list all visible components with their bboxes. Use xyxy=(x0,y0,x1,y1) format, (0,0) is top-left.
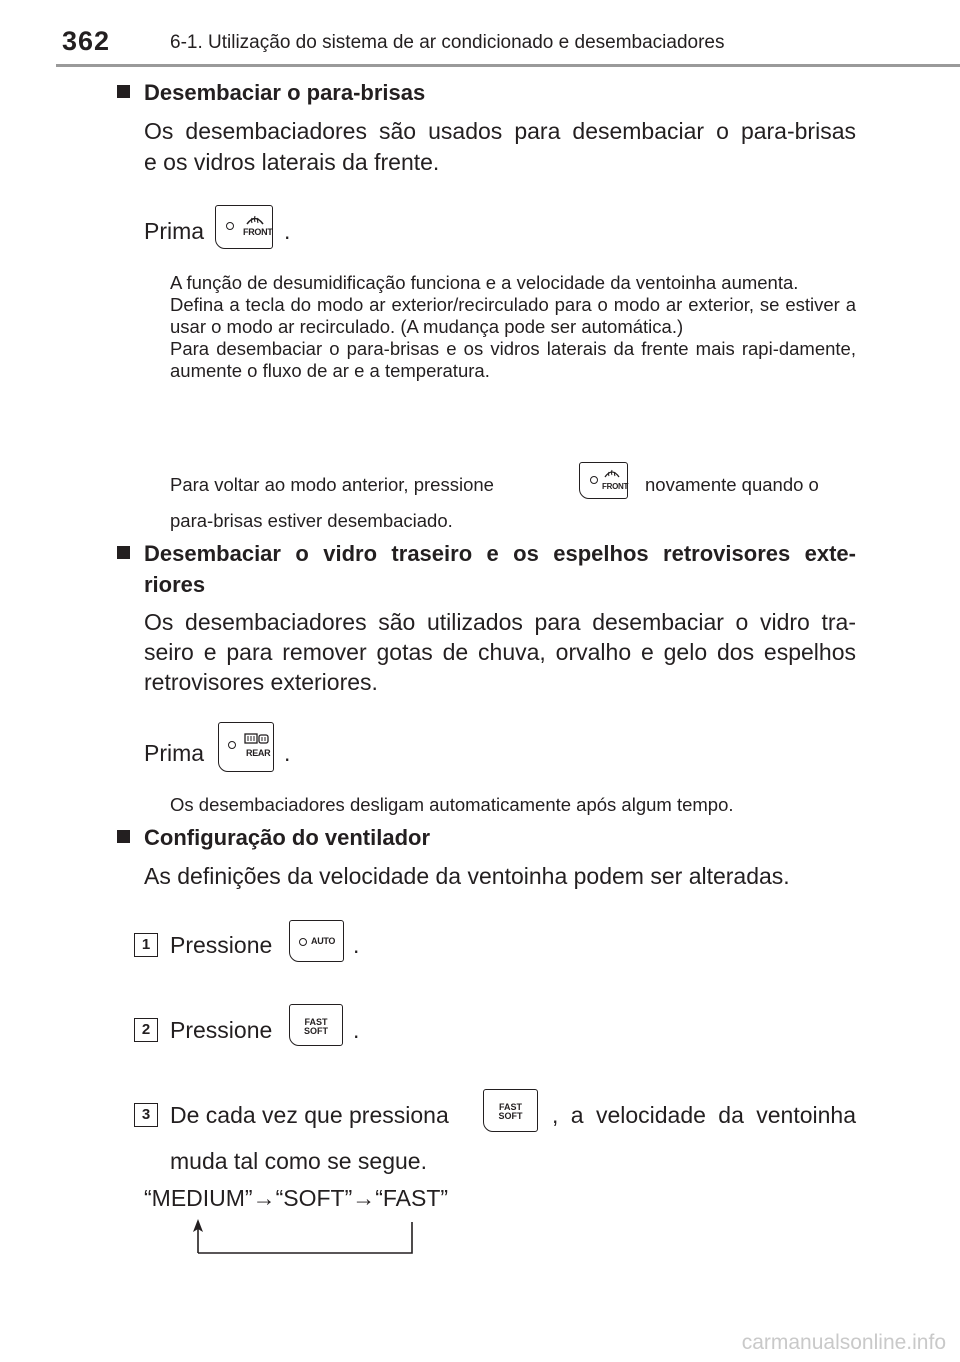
rear-defroster-button[interactable] xyxy=(218,722,274,772)
step-number-3: 3 xyxy=(134,1103,158,1127)
section-title-windshield: Desembaciar o para-brisas xyxy=(144,80,426,105)
step-number-2: 2 xyxy=(134,1018,158,1042)
section-title-rear-line2: riores xyxy=(144,572,206,597)
page-number: 362 xyxy=(62,26,111,56)
return-text-line2: para-brisas estiver desembaciado. xyxy=(170,510,453,531)
return-text-before: Para voltar ao modo anterior, pressione xyxy=(170,474,494,495)
step1-text: Pressione xyxy=(170,932,273,958)
step3-text: De cada vez que pressiona xyxy=(170,1102,449,1128)
rear-window-defrost-icon xyxy=(244,733,270,745)
step3-text-line2: muda tal como se segue. xyxy=(170,1148,427,1174)
prima-label: Prima xyxy=(144,218,205,244)
chapter-title: 6-1. Utilização do sistema de ar condicionado e desembaciadores xyxy=(170,32,725,53)
period: . xyxy=(284,740,291,766)
windshield-defrost-icon xyxy=(604,467,620,479)
rear-note: Os desembaciadores desligam automaticamente após algum tempo. xyxy=(170,794,734,815)
windshield-defrost-icon xyxy=(246,212,264,226)
return-text-after: novamente quando o xyxy=(645,474,819,495)
section-marker xyxy=(117,830,130,843)
period: . xyxy=(284,218,291,244)
period: . xyxy=(353,1017,360,1043)
section-title-rear-line1: Desembaciar o vidro traseiro e os espelhos retrovisores exte- xyxy=(144,541,856,566)
fast-label: FAST xyxy=(304,1017,328,1027)
fast-soft-button-step3[interactable] xyxy=(483,1089,538,1132)
rear-button-label: REAR xyxy=(246,748,271,758)
fast-soft-button[interactable] xyxy=(289,1004,343,1046)
windshield-intro-line2: e os vidros laterais da frente. xyxy=(144,149,440,175)
step-number-1: 1 xyxy=(134,933,158,957)
indicator-light-icon xyxy=(228,741,236,749)
fast-label: FAST xyxy=(498,1102,522,1112)
cycle-return-arrow xyxy=(186,1218,416,1254)
prima-label: Prima xyxy=(144,740,205,766)
front-button-label: FRONT xyxy=(602,482,629,491)
section-marker xyxy=(117,85,130,98)
front-button-label: FRONT xyxy=(243,227,273,237)
soft-label: SOFT xyxy=(498,1111,523,1121)
section-title-fan: Configuração do ventilador xyxy=(144,825,431,850)
fan-intro: As definições da velocidade da ventoinha podem ser alteradas. xyxy=(144,863,790,889)
auto-button[interactable] xyxy=(289,920,344,962)
windshield-intro-line1: Os desembaciadores são usados para desembaciar o para-brisas xyxy=(144,118,856,144)
watermark: carmanualsonline.info xyxy=(741,1331,946,1354)
front-defroster-button[interactable] xyxy=(215,205,273,249)
indicator-light-icon xyxy=(226,222,234,230)
front-defroster-button-inline[interactable] xyxy=(579,462,628,499)
header-divider xyxy=(56,64,960,67)
indicator-light-icon xyxy=(590,476,598,484)
fan-speed-sequence: “MEDIUM”→“SOFT”→“FAST” xyxy=(144,1185,449,1211)
windshield-note: A função de desumidificação funciona e a velocidade da ventoinha aumenta. Defina a tecla do modo ar exterior/recirculado para o modo ar exterior, se estiver a usar o modo ar recirculado. (A mudança pode ser automática.) Para desembaciar o para-brisas e os vidros laterais da frente mais rapi-damente, aumente o fluxo de ar e a temperatura. xyxy=(170,272,856,381)
period: . xyxy=(353,932,360,958)
soft-label: SOFT xyxy=(304,1026,328,1036)
indicator-light-icon xyxy=(299,938,307,946)
mirror-heater-icon xyxy=(259,735,268,743)
rear-intro: Os desembaciadores são utilizados para desembaciar o vidro tra-seiro e para remover gotas de chuva, orvalho e gelo dos espelhos retrovisores exteriores. xyxy=(144,609,856,695)
step2-text: Pressione xyxy=(170,1017,273,1043)
step3-text-after: , a velocidade da ventoinha xyxy=(552,1102,856,1128)
section-marker xyxy=(117,546,130,559)
auto-button-label: AUTO xyxy=(311,936,336,946)
